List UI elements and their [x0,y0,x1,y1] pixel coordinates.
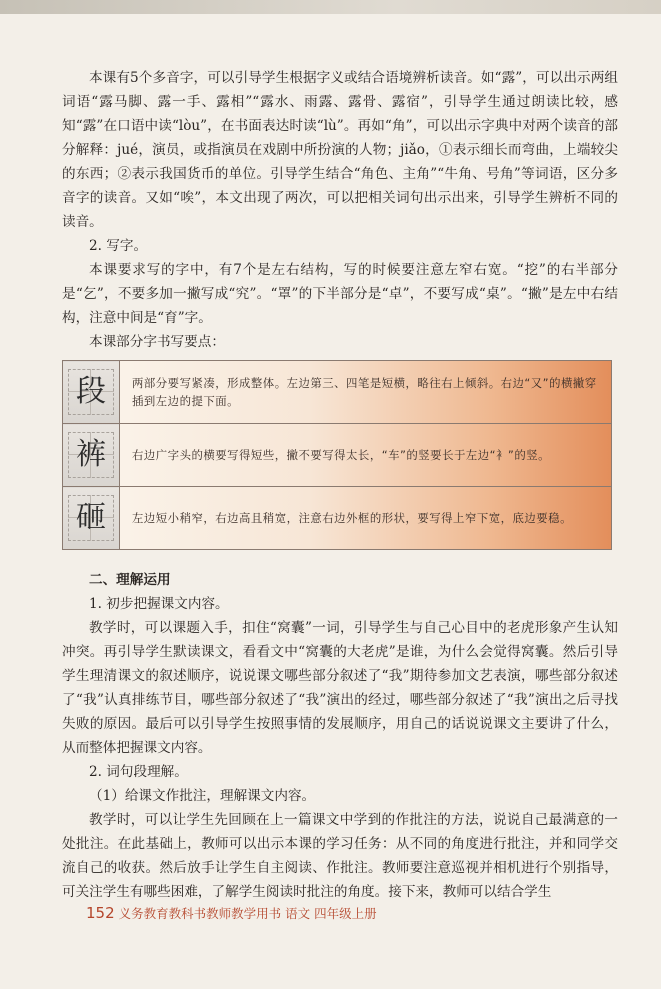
char-glyph: 段 [68,369,114,415]
page-number: 152 [86,904,115,922]
subheading-word-sentence: 2. 词句段理解。 [89,764,188,780]
table-row [63,424,612,487]
char-cell [63,424,120,487]
subheading-annotation: （1）给课文作批注，理解课文内容。 [89,788,316,804]
page-content [62,66,618,904]
paragraph-polyphonic: 本课有5个多音字，可以引导学生根据字义或结合语境辨析读音。如“露”，可以出示两组词语“露马脚、露一手、露相”“露水、雨露、露骨、露宿”，引导学生通过朗读比较，感知“露”在口语中读“lòu”，在书面表达时读“lù”。再如“角”，可以出示字典中对两个读音的部分解释：jué，演员，或指演员在戏剧中所扮演的人物；jiǎo，①表示细长而弯曲，上端较尖的东西；②表示我国货币的单位。引导学生结合“角色、主角”“牛角、号角”等词语，区分多音字的读音。又如“唉”，本文出现了两次，可以把相关词句出示出来，引导学生辨析不同的读音。 [62,70,618,230]
page-footer [86,904,377,922]
table-row [63,361,612,424]
writing-points-table [62,360,612,550]
char-glyph: 砸 [68,495,114,541]
section-heading: 二、理解运用 [89,572,171,588]
subheading-writing: 2. 写字。 [89,238,148,254]
top-strip [0,0,661,14]
char-cell [63,361,120,424]
char-cell [63,487,120,550]
table-row [63,487,612,550]
paragraph-grasp-content: 教学时，可以课题入手，扣住“窝囊”一词，引导学生与自己心目中的老虎形象产生认知冲突。再引导学生默读课文，看看文中“窝囊的大老虎”是谁，为什么会觉得窝囊。然后引导学生理清课文的叙述顺序，说说课文哪些部分叙述了“我”期待参加文艺表演，哪些部分叙述了“我”认真排练节目，哪些部分叙述了“我”演出的经过，哪些部分叙述了“我”演出之后寻找失败的原因。最后可以引导学生按照事情的发展顺序，用自己的话说说课文主要讲了什么，从而整体把握课文内容。 [62,620,618,756]
char-glyph: 裤 [68,432,114,478]
char-description: 左边短小稍窄，右边高且稍宽，注意右边外框的形状，要写得上窄下宽，底边要稳。 [120,487,612,550]
paragraph-annotation: 教学时，可以让学生先回顾在上一篇课文中学到的作批注的方法，说说自己最满意的一处批注。在此基础上，教师可以出示本课的学习任务：从不同的角度进行批注，并和同学交流自己的收获。然后放手让学生自主阅读、作批注。教师要注意巡视并相机进行个别指导，可关注学生有哪些困难，了解学生阅读时批注的角度。接下来，教师可以结合学生 [62,812,618,900]
char-description: 右边广字头的横要写得短些，撇不要写得太长，“车”的竖要长于左边“衤”的竖。 [120,424,612,487]
paragraph-table-intro: 本课部分字书写要点： [89,334,225,350]
book-title: 义务教育教科书教师教学用书 语文 四年级上册 [118,906,377,921]
paragraph-writing: 本课要求写的字中，有7个是左右结构，写的时候要注意左窄右宽。“挖”的右半部分是“乞”，不要多加一撇写成“究”。“罩”的下半部分是“卓”，不要写成“桌”。“撇”是左中右结构，注意中间是“育”字。 [62,262,618,326]
subheading-grasp-content: 1. 初步把握课文内容。 [89,596,229,612]
char-description: 两部分要写紧凑，形成整体。左边第三、四笔是短横，略往右上倾斜。右边“又”的横撇穿插到左边的提下面。 [120,361,612,424]
